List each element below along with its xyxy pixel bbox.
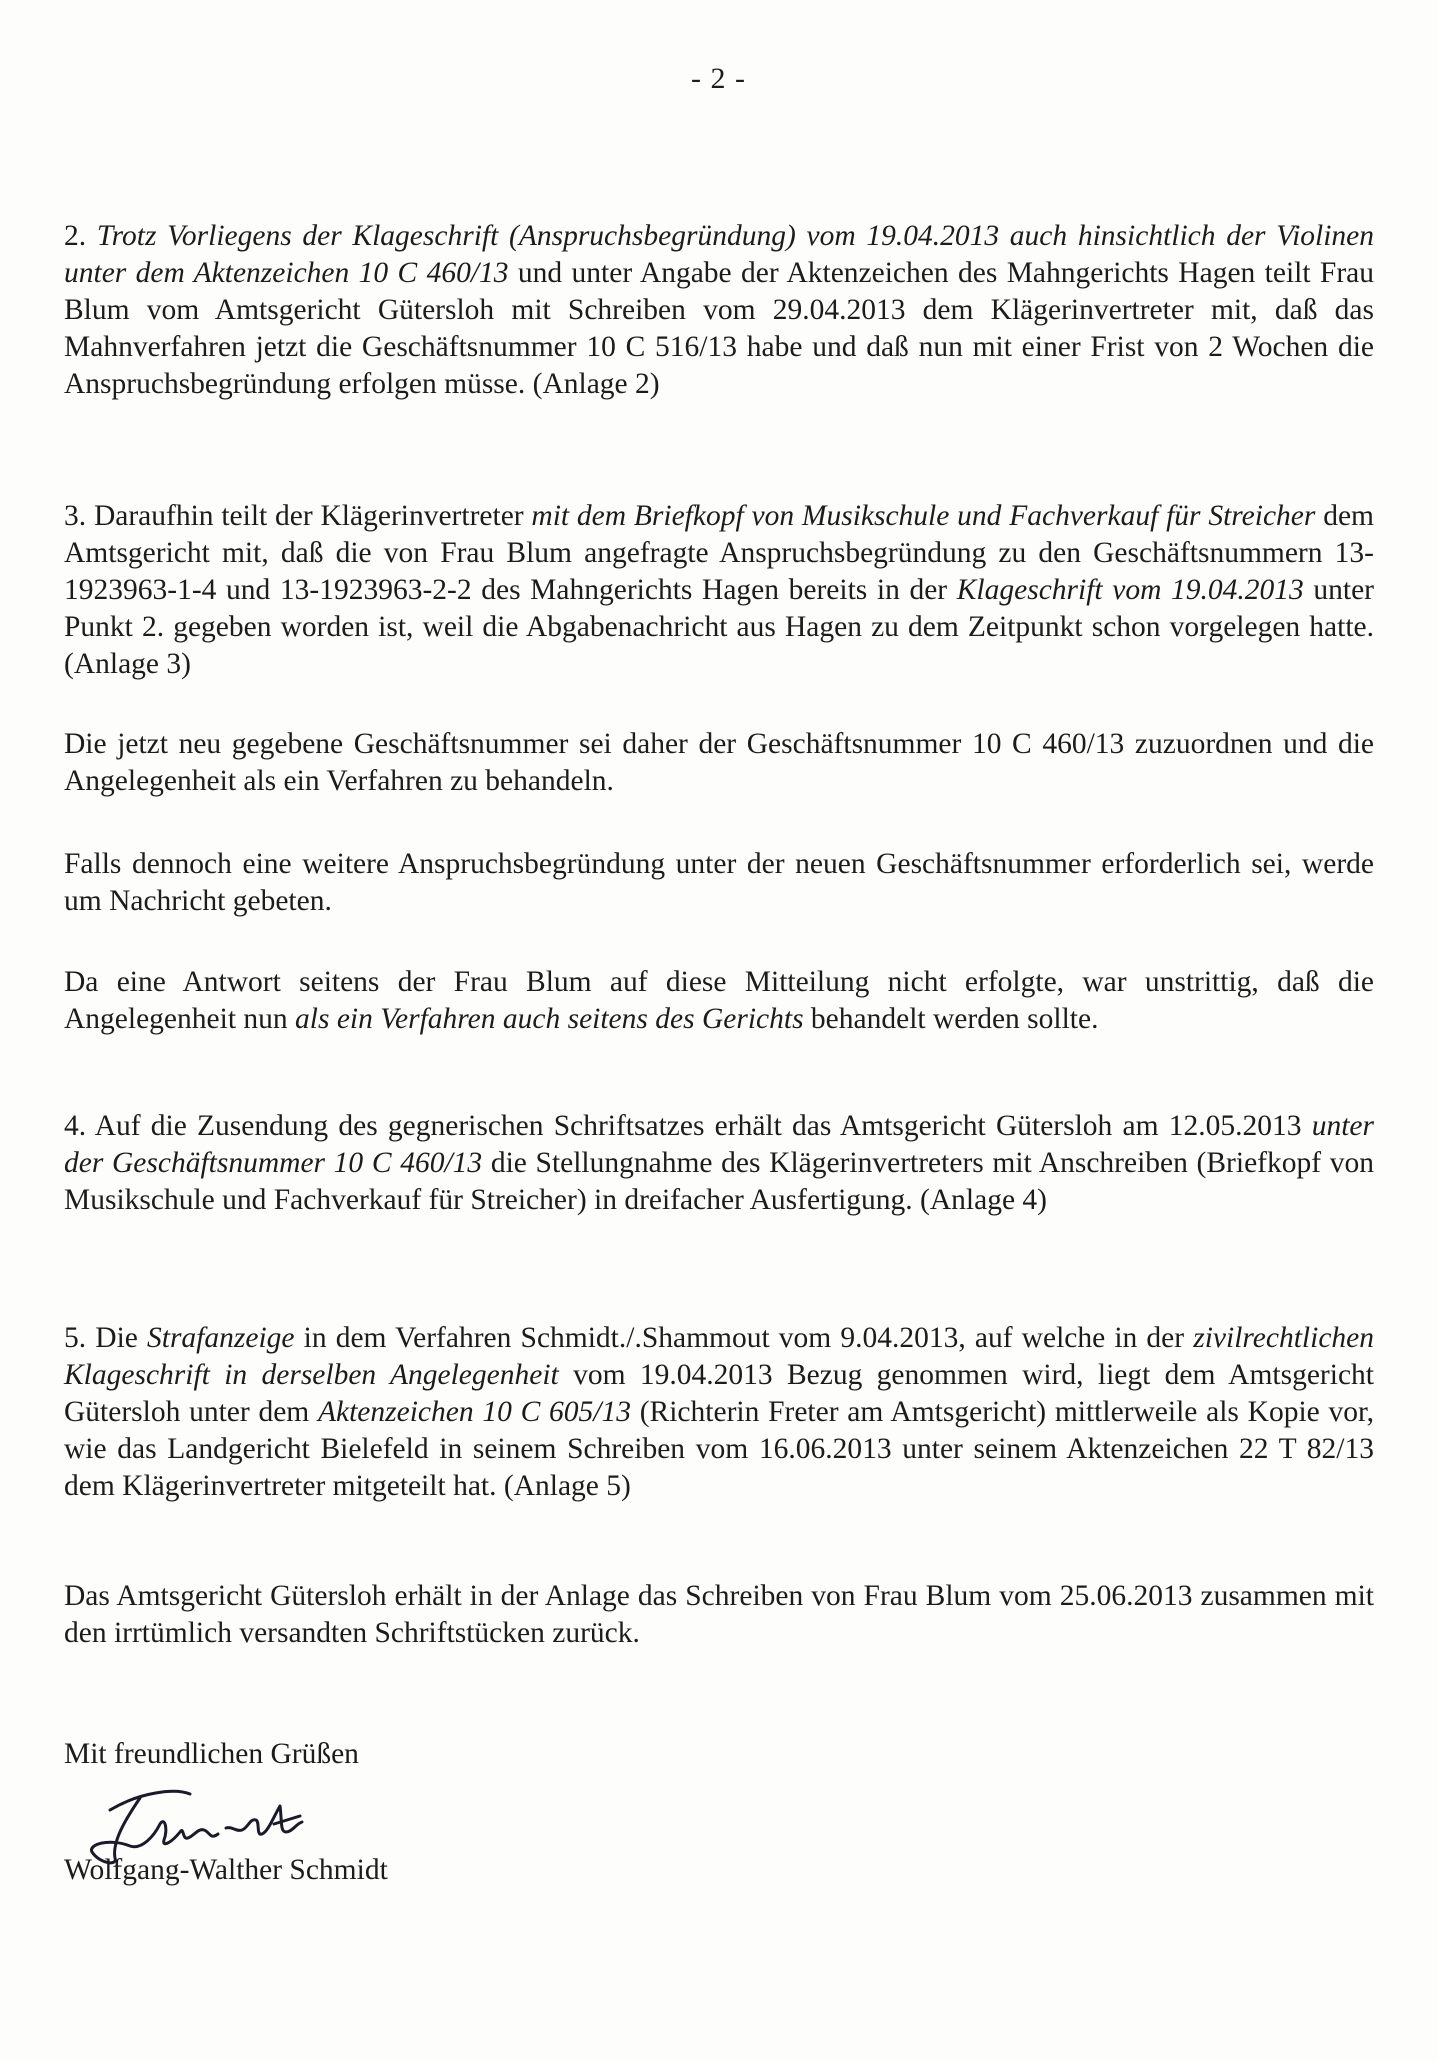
body-text: (Richterin Freter am Amtsgericht) mittlerweile als Kopie vor, wie das Landgericht Bielefeld in seinem Schreiben vom 16.06.2013 unter seinem Aktenzeichen 22 T 82/13 dem Klägerinvertreter mitgeteilt hat. (Anlage 5) [64, 1396, 1374, 1502]
body-text: Falls dennoch eine weitere Anspruchsbegründung unter der neuen Geschäftsnummer erforderlich sei, werde um Nachricht gebeten. [64, 848, 1374, 917]
page-number: - 2 - [691, 62, 746, 95]
emphasis-text: als ein Verfahren auch seitens des Gerichts [295, 1003, 804, 1035]
emphasis-text: Aktenzeichen 10 C 605/13 [318, 1396, 631, 1428]
body-text: und unter Angabe der Aktenzeichen des Mahngerichts Hagen teilt Frau Blum vom Amtsgericht Gütersloh mit Schreiben vom 29.04.2013 dem Klägerinvertreter mit, daß das Mahnverfahren jetzt die Geschäftsnummer 10 C 516/13 habe und daß nun mit einer Frist von 2 Wochen die Anspruchsbegründung erfolgen müsse. (Anlage 2) [64, 257, 1374, 400]
signer-name: Wolfgang-Walther Schmidt [64, 1854, 388, 1886]
body-text: dem Amtsgericht mit, daß die von Frau Blum angefragte Anspruchsbegründung zu den Geschäftsnummern 13-1923963-1-4 und 13-1923963-2-2 des Mahngerichts Hagen bereits in der [64, 500, 1374, 606]
body-text: Die jetzt neu gegebene Geschäftsnummer sei daher der Geschäftsnummer 10 C 460/13 zuzuordnen und die Angelegenheit als ein Verfahren zu behandeln. [64, 728, 1374, 797]
body-text: behandelt werden sollte. [803, 1003, 1099, 1035]
body-text: die Stellungnahme des Klägerinvertreters mit Anschreiben (Briefkopf von Musikschule und Fachverkauf für Streicher) in dreifacher Ausfertigung. (Anlage 4) [64, 1147, 1374, 1216]
emphasis-text: Klageschrift vom 19.04.2013 [956, 574, 1304, 606]
emphasis-text: unter der Geschäftsnummer 10 C 460/13 [64, 1110, 1374, 1179]
emphasis-text: mit dem Briefkopf von Musikschule und Fachverkauf für Streicher [531, 500, 1316, 532]
paragraph-item-5 [64, 1320, 1374, 1505]
body-text: in dem Verfahren Schmidt./.Shammout vom 9.04.2013, auf welche in der [294, 1322, 1194, 1354]
body-text: Da eine Antwort seitens der Frau Blum auf diese Mitteilung nicht erfolgte, war unstrittig, daß die Angelegenheit nun [64, 966, 1374, 1035]
paragraph-item-2 [64, 218, 1374, 403]
paragraph-case-number [64, 726, 1374, 800]
paragraph-request [64, 846, 1374, 920]
emphasis-text: zivilrechtlichen Klageschrift in derselben Angelegenheit [64, 1322, 1375, 1391]
paragraph-item-4 [64, 1108, 1374, 1219]
item-number: 2. [64, 220, 97, 252]
body-text: vom 19.04.2013 Bezug genommen wird, liegt dem Amtsgericht Gütersloh unter dem [64, 1359, 1374, 1428]
body-text: 5. Die [64, 1322, 147, 1354]
body-text: 4. Auf die Zusendung des gegnerischen Schriftsatzes erhält das Amtsgericht Gütersloh am 12.05.2013 [64, 1110, 1312, 1142]
body-text: Das Amtsgericht Gütersloh erhält in der Anlage das Schreiben von Frau Blum vom 25.06.2013 zusammen mit den irrtümlich versandten Schriftstücken zurück. [64, 1580, 1374, 1649]
paragraph-item-3 [64, 498, 1374, 683]
paragraph-no-answer [64, 964, 1374, 1038]
body-text: 3. Daraufhin teilt der Klägerinvertreter [64, 500, 532, 532]
emphasis-text: Strafanzeige [147, 1322, 295, 1354]
body-text: unter Punkt 2. gegeben worden ist, weil die Abgabenachricht aus Hagen zu dem Zeitpunkt schon vorgelegen hatte. (Anlage 3) [64, 574, 1375, 680]
paragraph-enclosure [64, 1578, 1374, 1652]
closing-greeting: Mit freundlichen Grüßen [64, 1738, 359, 1770]
emphasis-text: Trotz Vorliegens der Klageschrift (Anspruchsbegründung) vom 19.04.2013 auch hinsichtlich der Violinen unter dem Aktenzeichen 10 C 460/13 [64, 220, 1375, 289]
